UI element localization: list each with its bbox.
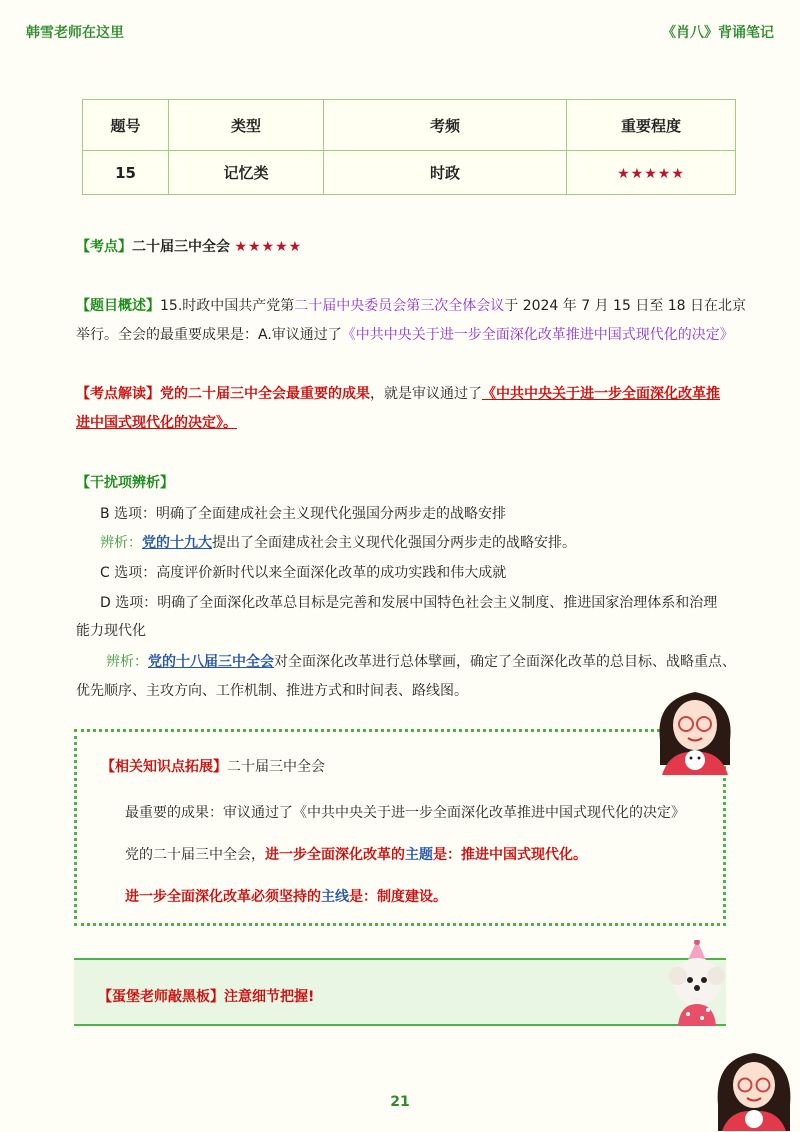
cell-frequency: 时政 <box>324 151 567 195</box>
tip-text: 【蛋堡老师敲黑板】注意细节把握! <box>98 989 315 1005</box>
option-d-1: D 选项：明确了全面深化改革总目标是完善和发展中国特色社会主义制度、推进国家治理体系和治理 <box>100 595 718 611</box>
cell-importance <box>567 151 736 195</box>
distractor-label: 【干扰项辨析】 <box>76 475 174 491</box>
analysis-label: 【考点解读】 <box>76 386 160 402</box>
kaodian-stars: ★★★★★ <box>234 239 303 255</box>
option-d-analysis-label: 辨析： <box>106 654 148 670</box>
header-book-title: 《肖八》背诵笔记 <box>662 25 774 41</box>
option-b-analysis-label: 辨析： <box>100 535 142 551</box>
analysis-text-1: ，就是审议通过了 <box>370 386 482 402</box>
extension-line-3-a: 进一步全面深化改革必须坚持的 <box>125 889 321 905</box>
teacher-avatar <box>650 680 740 775</box>
extension-line-3-c: 是：制度建设。 <box>349 889 447 905</box>
option-b: B 选项：明确了全面建成社会主义现代化强国分两步走的战略安排 <box>100 506 507 522</box>
header-importance: 重要程度 <box>567 100 736 151</box>
extension-line-1: 最重要的成果：审议通过了《中共中央关于进一步全面深化改革推进中国式现代化的决定》 <box>125 805 685 821</box>
header-frequency: 考频 <box>324 100 567 151</box>
option-b-analysis <box>100 532 576 552</box>
overview-text-3: 举行。全会的最重要成果是：A.审议通过了 <box>76 327 342 343</box>
extension-heading <box>101 756 325 776</box>
overview-text-1: 15.时政中国共产党第 <box>160 298 295 314</box>
extension-line-2-c: 主题 <box>405 847 433 863</box>
table-header-row <box>83 100 736 151</box>
header-question-no: 题号 <box>83 100 169 151</box>
option-d-keyword: 党的十八届三中全会 <box>148 654 274 670</box>
overview-highlight-1: 二十届中央委员会第三次全体会议 <box>294 298 505 314</box>
info-table <box>82 99 736 195</box>
cell-type: 记忆类 <box>169 151 324 195</box>
overview-line-1 <box>76 295 746 315</box>
option-c: C 选项：高度评价新时代以来全面深化改革的成功实践和伟大成就 <box>100 565 507 581</box>
table-row <box>83 151 736 195</box>
extension-line-2 <box>125 844 587 864</box>
overview-label: 【题目概述】 <box>76 298 160 314</box>
dog-avatar <box>664 940 730 1026</box>
extension-line-3 <box>125 886 447 906</box>
tip-banner <box>74 958 726 1026</box>
header-author: 韩雪老师在这里 <box>26 25 124 41</box>
page-number: 21 <box>390 1094 410 1110</box>
extension-title: 二十届三中全会 <box>227 759 325 775</box>
option-b-keyword: 党的十九大 <box>142 535 212 551</box>
kaodian-label: 【考点】 <box>76 239 132 255</box>
analysis-line-2 <box>76 412 237 432</box>
extension-box <box>74 729 726 926</box>
extension-line-2-b: 进一步全面深化改革的 <box>265 847 405 863</box>
option-d-analysis-2: 优先顺序、主攻方向、工作机制、推进方式和时间表、路线图。 <box>76 683 468 699</box>
extension-line-2-a: 党的二十届三中全会， <box>125 847 265 863</box>
teacher-avatar-bottom <box>712 1045 796 1131</box>
analysis-line-1 <box>76 383 720 403</box>
extension-label: 【相关知识点拓展】 <box>101 759 227 775</box>
kaodian-text: 二十届三中全会 <box>132 239 230 255</box>
importance-stars: ★★★★★ <box>617 165 685 182</box>
overview-highlight-2: 《中共中央关于进一步全面深化改革推进中国式现代化的决定》 <box>341 327 734 343</box>
analysis-highlight-2b: 进中国式现代化的决定》。 <box>76 415 237 431</box>
extension-line-2-d: 是：推进中国式现代化。 <box>433 847 587 863</box>
distractor-heading <box>76 472 174 492</box>
overview-line-2 <box>76 324 734 344</box>
header-type: 类型 <box>169 100 324 151</box>
option-d-analysis-text: 对全面深化改革进行总体擘画，确定了全面深化改革的总目标、战略重点、 <box>274 654 736 670</box>
option-d-2: 能力现代化 <box>76 623 146 639</box>
option-d-analysis <box>106 651 736 671</box>
analysis-highlight-2a: 《中共中央关于进一步全面深化改革推 <box>482 386 720 402</box>
cell-question-no: 15 <box>83 151 169 195</box>
overview-text-2: 于 2024 年 7 月 15 日至 18 日在北京 <box>504 298 747 314</box>
kaodian-line <box>76 236 302 256</box>
option-b-analysis-text: 提出了全面建成社会主义现代化强国分两步走的战略安排。 <box>212 535 576 551</box>
analysis-highlight-1: 党的二十届三中全会最重要的成果 <box>160 386 370 402</box>
extension-line-3-b: 主线 <box>321 889 349 905</box>
